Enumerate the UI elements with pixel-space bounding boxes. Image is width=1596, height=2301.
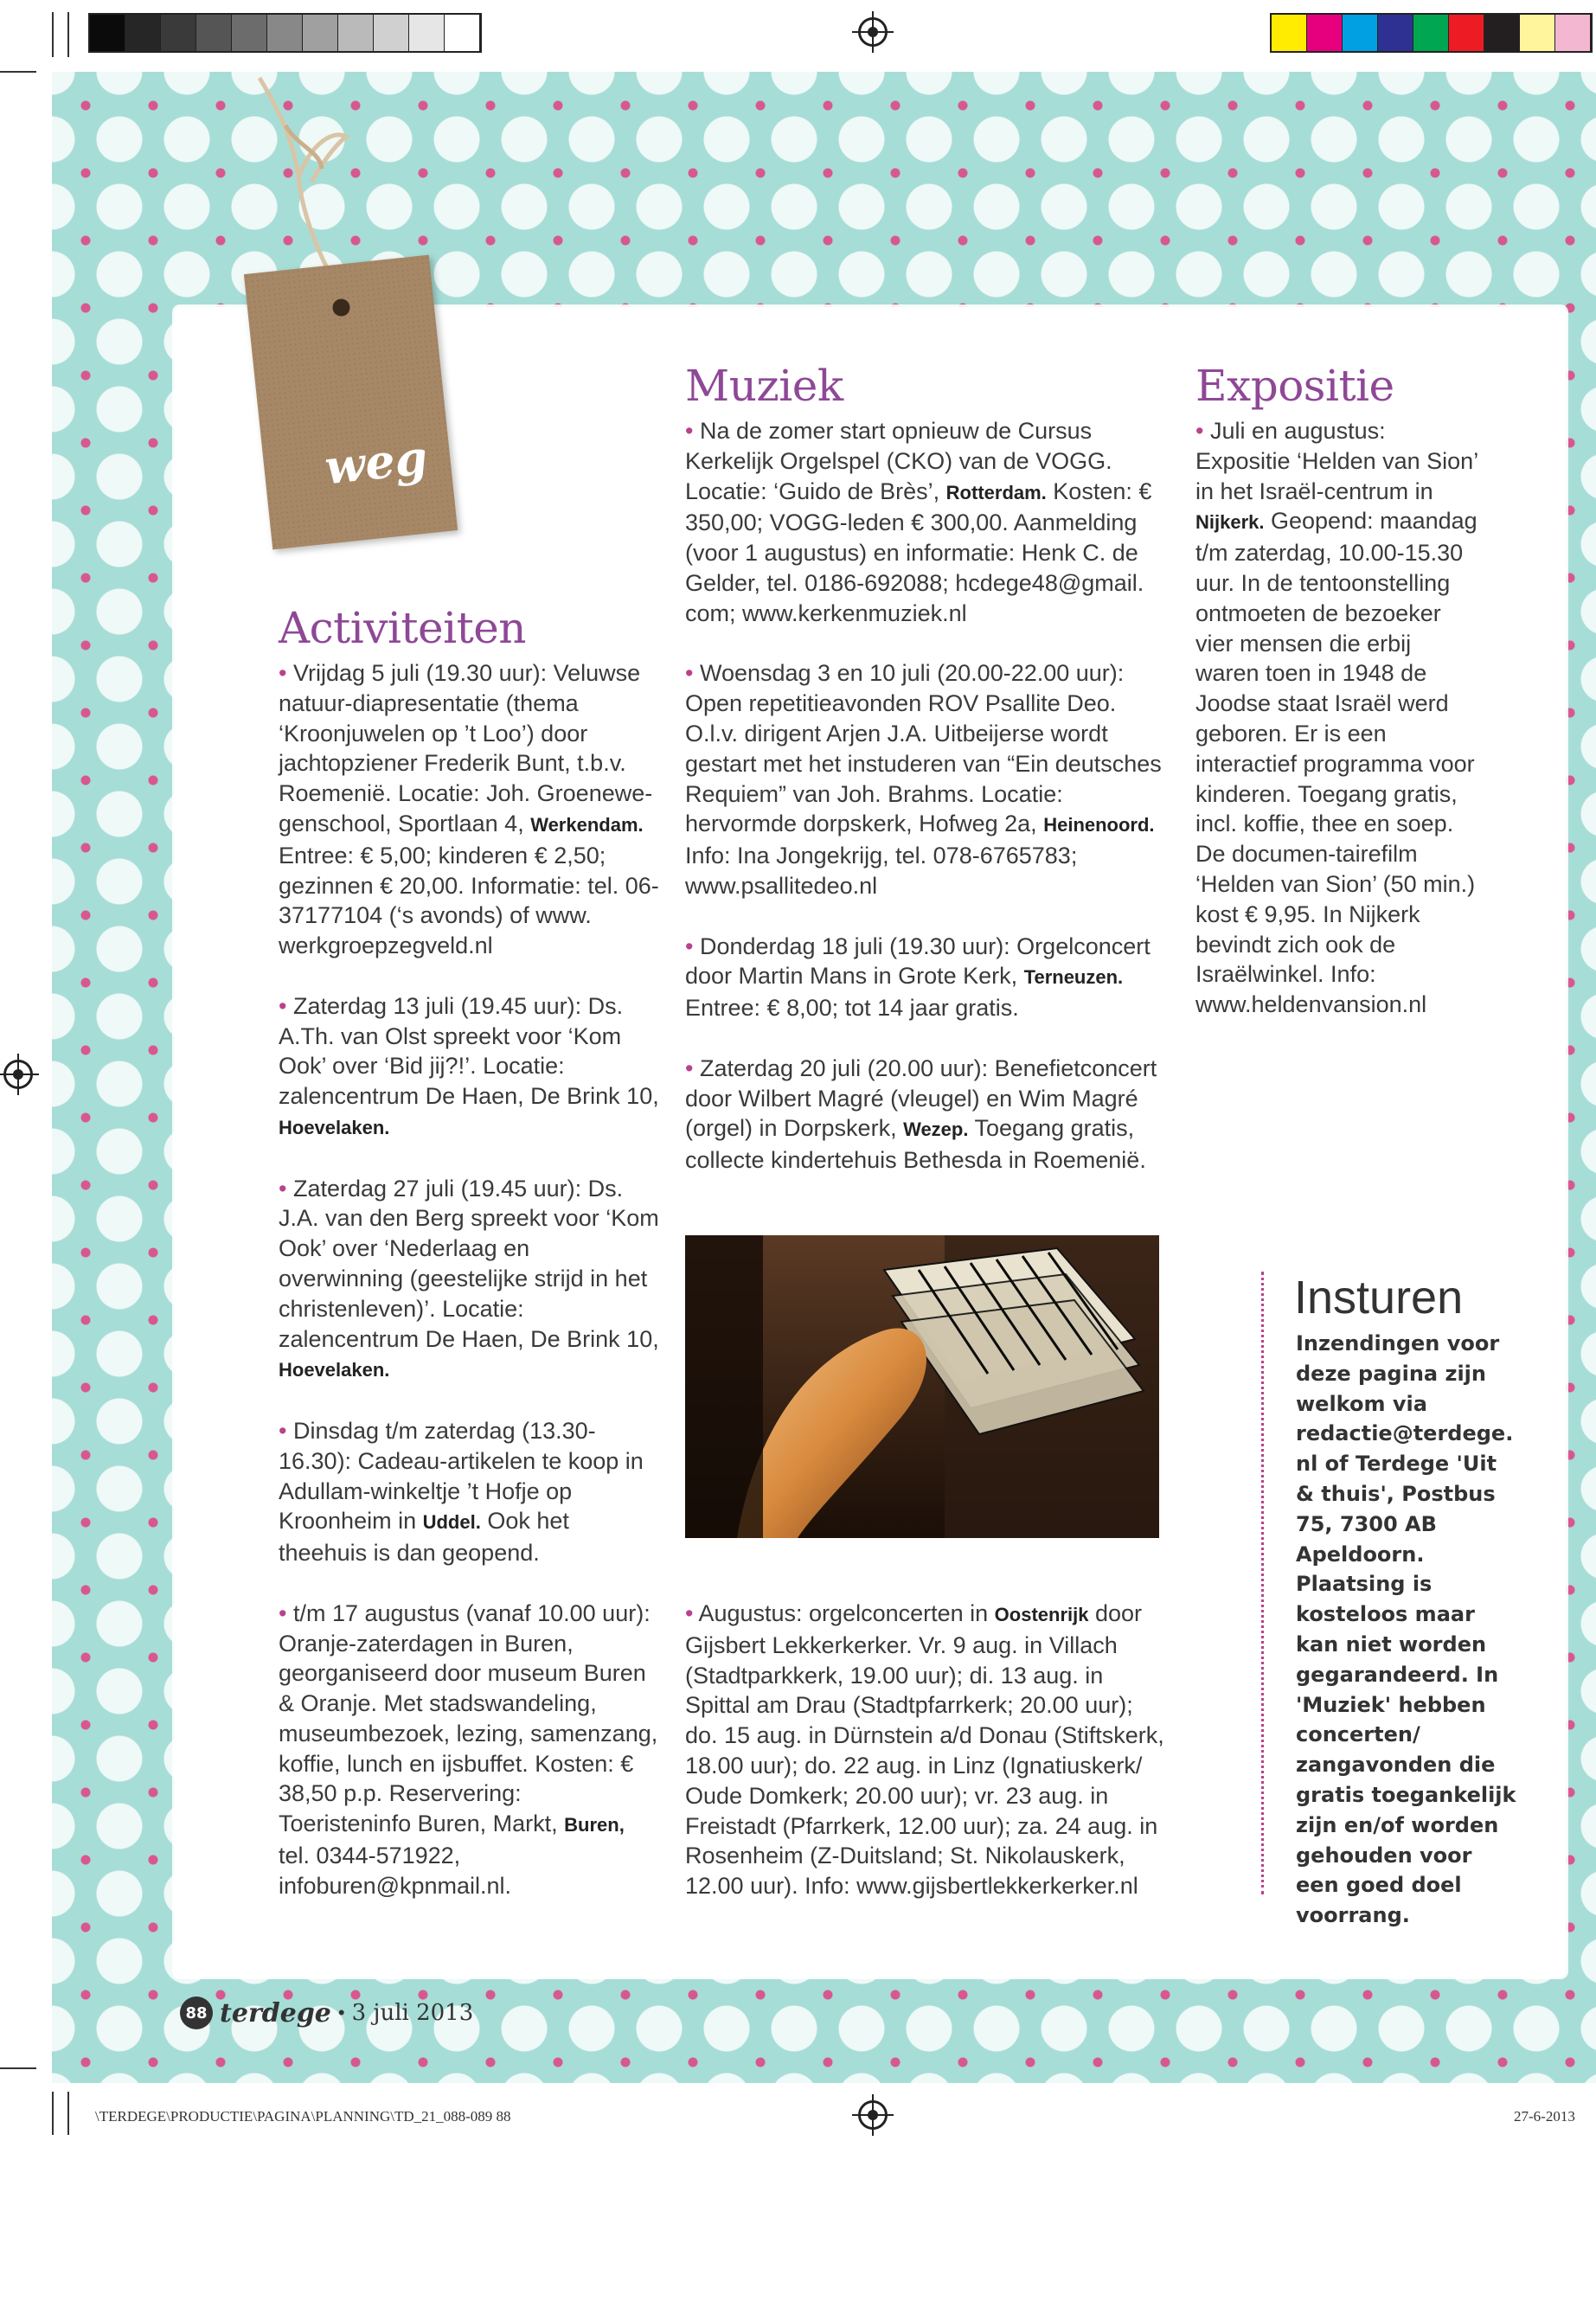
list-item: • Na de zomer start opnieuw de Cursus Kerkelijk Orgelspel (CKO) van de VOGG. Locatie: ‘Guido de Brès’, Rotterdam. Kosten: € 350,00; VOGG-leden € 300,00. Aanmelding (voor 1 augustus) en informatie: Henk C. de Gelder, tel. 0186-692088; hcdege48@gmail. com; www.kerkenmuziek.nl [685,418,1152,626]
issue-date: 3 juli 2013 [351,2000,474,2026]
expositie-column [1195,359,1481,1050]
activiteiten-heading: Activiteiten [279,603,526,653]
registration-mark-bottom [858,2100,888,2130]
page-footer [180,1997,473,2029]
organ-keyboard-photo [685,1235,1159,1538]
slug-date: 27-6-2013 [1514,2108,1575,2125]
list-item: • Vrijdag 5 juli (19.30 uur): Veluwse natuur-diapresentatie (thema ‘Kroonjuwelen op ’t Loo’) door jachtopziener Frederik Bunt, t.b.v. Roemenië. Locatie: Joh. Groenewe-genschool, Sportlaan 4, Werkendam. Entree: € 5,00; kinderen € 2,50; gezinnen € 20,00. Informatie: tel. 06-37177104 (‘s avonds) of www. werkgroepzegveld.nl [279,660,659,959]
crop-mark [52,2092,54,2135]
insturen-heading: Insturen [1294,1272,1464,1324]
slug-path: \TERDEGE\PRODUCTIE\PAGINA\PLANNING\TD_21_088-089 88 [95,2108,511,2125]
list-item: • Zaterdag 13 juli (19.45 uur): Ds. A.Th. van Olst spreekt voor ‘Kom Ook’ over ‘Bid jij?!’. Locatie: zalencentrum De Haen, De Brink 10, Hoevelaken. [279,992,659,1138]
insturen-box [1261,1272,1521,1931]
list-item: • Woensdag 3 en 10 juli (20.00-22.00 uur): Open repetitieavonden ROV Psallite Deo. O.l.v. dirigent Arjen J.A. Uitbeijerse wordt gestart met het instuderen van “Ein deutsches Requiem” van Joh. Brahms. Locatie: hervormde dorpskerk, Hofweg 2a, Heinenoord. Info: Ina Jongekrijg, tel. 078-6765783; www.psallitedeo.nl [685,660,1162,899]
muziek-column [685,359,1170,1206]
insturen-body: Inzendingen voor deze pagina zijn welkom via redactie@terdege. nl of Terdege 'Uit & thuis', Postbus 75, 7300 AB Apeldoorn. Plaatsing is kosteloos maar kan niet worden gegarandeerd. In 'Muziek' hebben concerten/ zangavonden die gratis toegankelijk zijn en/of worden gehouden voor een goed doel voorrang. [1296,1331,1516,1928]
muziek-heading: Muziek [685,361,843,411]
list-item: • Donderdag 18 juli (19.30 uur): Orgelconcert door Martin Mans in Grote Kerk, Terneuzen. Entree: € 8,00; tot 14 jaar gratis. [685,933,1151,1022]
crop-mark [67,2092,69,2135]
muziek-column-continued [685,1599,1170,1932]
page-number: 88 [180,1997,213,2029]
registration-mark-left [3,1060,33,1089]
expositie-heading: Expositie [1195,361,1394,411]
activiteiten-column [279,601,659,1931]
list-item: • Augustus: orgelconcerten in Oostenrijk door Gijsbert Lekkerkerker. Vr. 9 aug. in Villach (Stadtparkkerk, 19.00 uur); di. 13 aug. in Spittal am Drau (Stadtpfarrkerk; 20.00 uur); do. 15 aug. in Dürnstein a/d Donau (Stiftskerk, 18.00 uur); do. 22 aug. in Linz (Ignatiuskerk/ Oude Domkerk; 20.00 uur); vr. 23 aug. in Freistadt (Pfarrkerk, 12.00 uur); za. 24 aug. in Rosenheim (Z-Duitsland; St. Nikolauskerk, 12.00 uur). Info: www.gijsbertlekkerkerker.nl [685,1600,1164,1900]
tag-hole [332,298,351,317]
list-item: • Zaterdag 20 juli (20.00 uur): Benefietconcert door Wilbert Magré (vleugel) en Wim Magré (orgel) in Dorpskerk, Wezep. Toegang gratis, collecte kindertehuis Bethesda in Roemenië. [685,1054,1157,1174]
dotted-rule [1261,1272,1264,1894]
list-item: • Juli en augustus: Expositie ‘Helden van Sion’ in het Israël-centrum in Nijkerk. Geopend: maandag t/m zaterdag, 10.00-15.30 uur. In de tentoonstelling ontmoeten de bezoeker vier mensen die erbij waren toen in 1948 de Joodse staat Israël werd geboren. Er is een interactief programma voor kinderen. Toegang gratis, incl. koffie, thee en soep. De documen-tairefilm ‘Helden van Sion’ (50 min.) kost € 9,95. In Nijkerk bevindt zich ook de Israëlwinkel. Info: www.heldenvansion.nl [1195,418,1478,1018]
footer-separator: • [337,2002,345,2023]
tag-label: weg [322,429,431,496]
organ-illustration [685,1235,1159,1538]
list-item: • Dinsdag t/m zaterdag (13.30-16.30): Cadeau-artikelen te koop in Adullam-winkeltje ’t Hofje op Kroonheim in Uddel. Ook het theehuis is dan geopend. [279,1417,644,1567]
gift-tag [244,255,458,550]
brand-name: terdege [220,1997,331,2029]
list-item: • Zaterdag 27 juli (19.45 uur): Ds. J.A. van den Berg spreekt voor ‘Kom Ook’ over ‘Nederlaag en overwinning (geestelijke strijd in het christenleven)’. Locatie: zalencentrum De Haen, De Brink 10, Hoevelaken. [279,1175,659,1381]
list-item: • t/m 17 augustus (vanaf 10.00 uur): Oranje-zaterdagen in Buren, georganiseerd door museum Buren & Oranje. Met stadswandeling, museumbezoek, lezing, samenzang, koffie, lunch en ijsbuffet. Kosten: € 38,50 p.p. Reservering: Toeristeninfo Buren, Markt, Buren, tel. 0344-571922, infoburen@kpnmail.nl. [279,1599,658,1899]
crop-mark [0,2067,36,2069]
